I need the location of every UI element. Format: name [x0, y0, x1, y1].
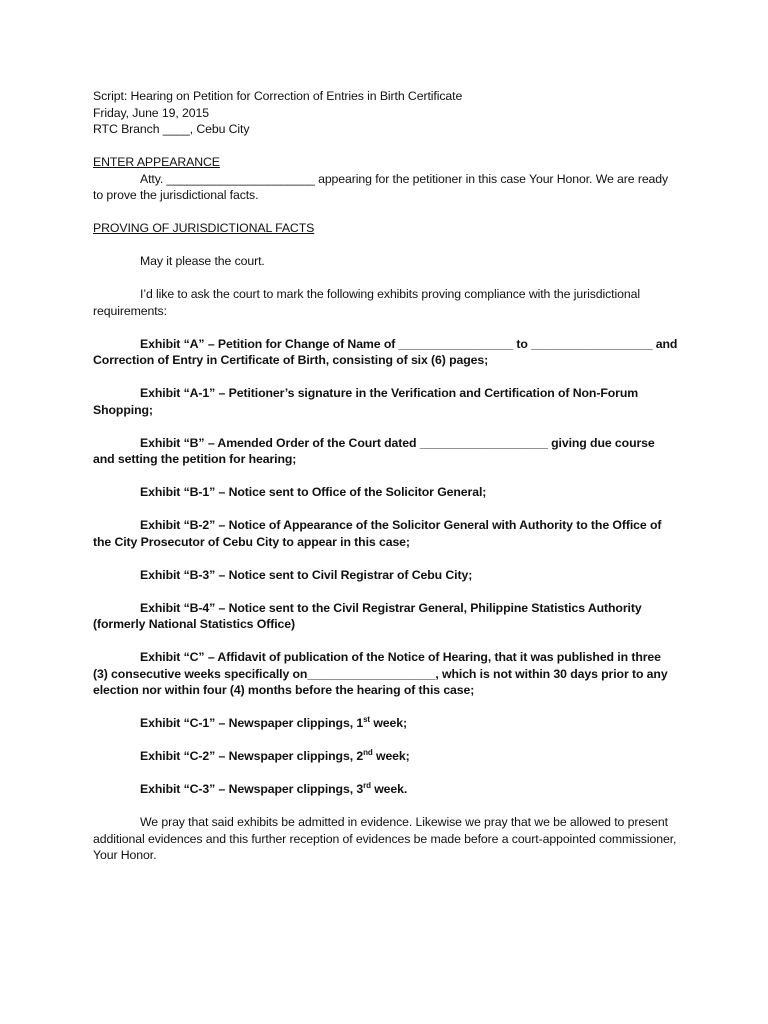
document-page — [93, 88, 678, 864]
exhibit-list — [93, 336, 678, 798]
may-it-please-court: May it please the court. — [140, 254, 265, 268]
exhibit-a: Exhibit “A” – Petition for Change of Name of _________________ to __________________ and Correction of Entry in Certificate of Birth, consisting of six (6) pages; — [93, 336, 678, 367]
exhibit-c-2: Exhibit “C-2” – Newspaper clippings, 2nd week; — [140, 747, 410, 763]
exhibit-b-1: Exhibit “B-1” – Notice sent to Office of the Solicitor General; — [140, 485, 487, 499]
enter-appearance-text: Atty. ______________________ appearing for the petitioner in this case Your Honor. We are ready to prove the jurisdictional facts. — [93, 171, 669, 202]
exhibit-a-1: Exhibit “A-1” – Petitioner’s signature in the Verification and Certification of Non-Forum Shopping; — [93, 386, 639, 417]
exhibit-c-1: Exhibit “C-1” – Newspaper clippings, 1st week; — [140, 714, 407, 730]
enter-appearance-heading: ENTER APPEARANCE — [93, 155, 220, 169]
exhibit-b-3: Exhibit “B-3” – Notice sent to Civil Registrar of Cebu City; — [140, 567, 473, 582]
closing-prayer: We pray that said exhibits be admitted in evidence. Likewise we pray that we be allowed to present additional evidences and this further reception of evidences be made before a court-appointed commissioner, Your Honor. — [93, 815, 677, 862]
exhibit-c-3: Exhibit “C-3” – Newspaper clippings, 3rd week. — [140, 780, 408, 796]
exhibits-intro: I’d like to ask the court to mark the following exhibits proving compliance with the jurisdictional requirements: — [93, 287, 640, 318]
exhibit-b: Exhibit “B” – Amended Order of the Court dated ___________________ giving due course and setting the petition for hearing; — [93, 435, 655, 466]
exhibit-b-4: Exhibit “B-4” – Notice sent to the Civil Registrar General, Philippine Statistics Authority (formerly National Statistics Office) — [93, 600, 642, 631]
script-title: Script: Hearing on Petition for Correction of Entries in Birth Certificate — [93, 89, 463, 103]
hearing-date: Friday, June 19, 2015 — [93, 105, 209, 120]
proving-heading: PROVING OF JURISDICTIONAL FACTS — [93, 221, 315, 235]
exhibit-b-2: Exhibit “B-2” – Notice of Appearance of the Solicitor General with Authority to the Office of the City Prosecutor of Cebu City to appear in this case; — [93, 518, 662, 549]
exhibit-c: Exhibit “C” – Affidavit of publication of the Notice of Hearing, that it was published in three (3) consecutive weeks specifically on___________________, which is not within 30 days prior to any election nor within four (4) months before the hearing of this case; — [93, 650, 668, 697]
court-venue: RTC Branch ____, Cebu City — [93, 122, 250, 136]
